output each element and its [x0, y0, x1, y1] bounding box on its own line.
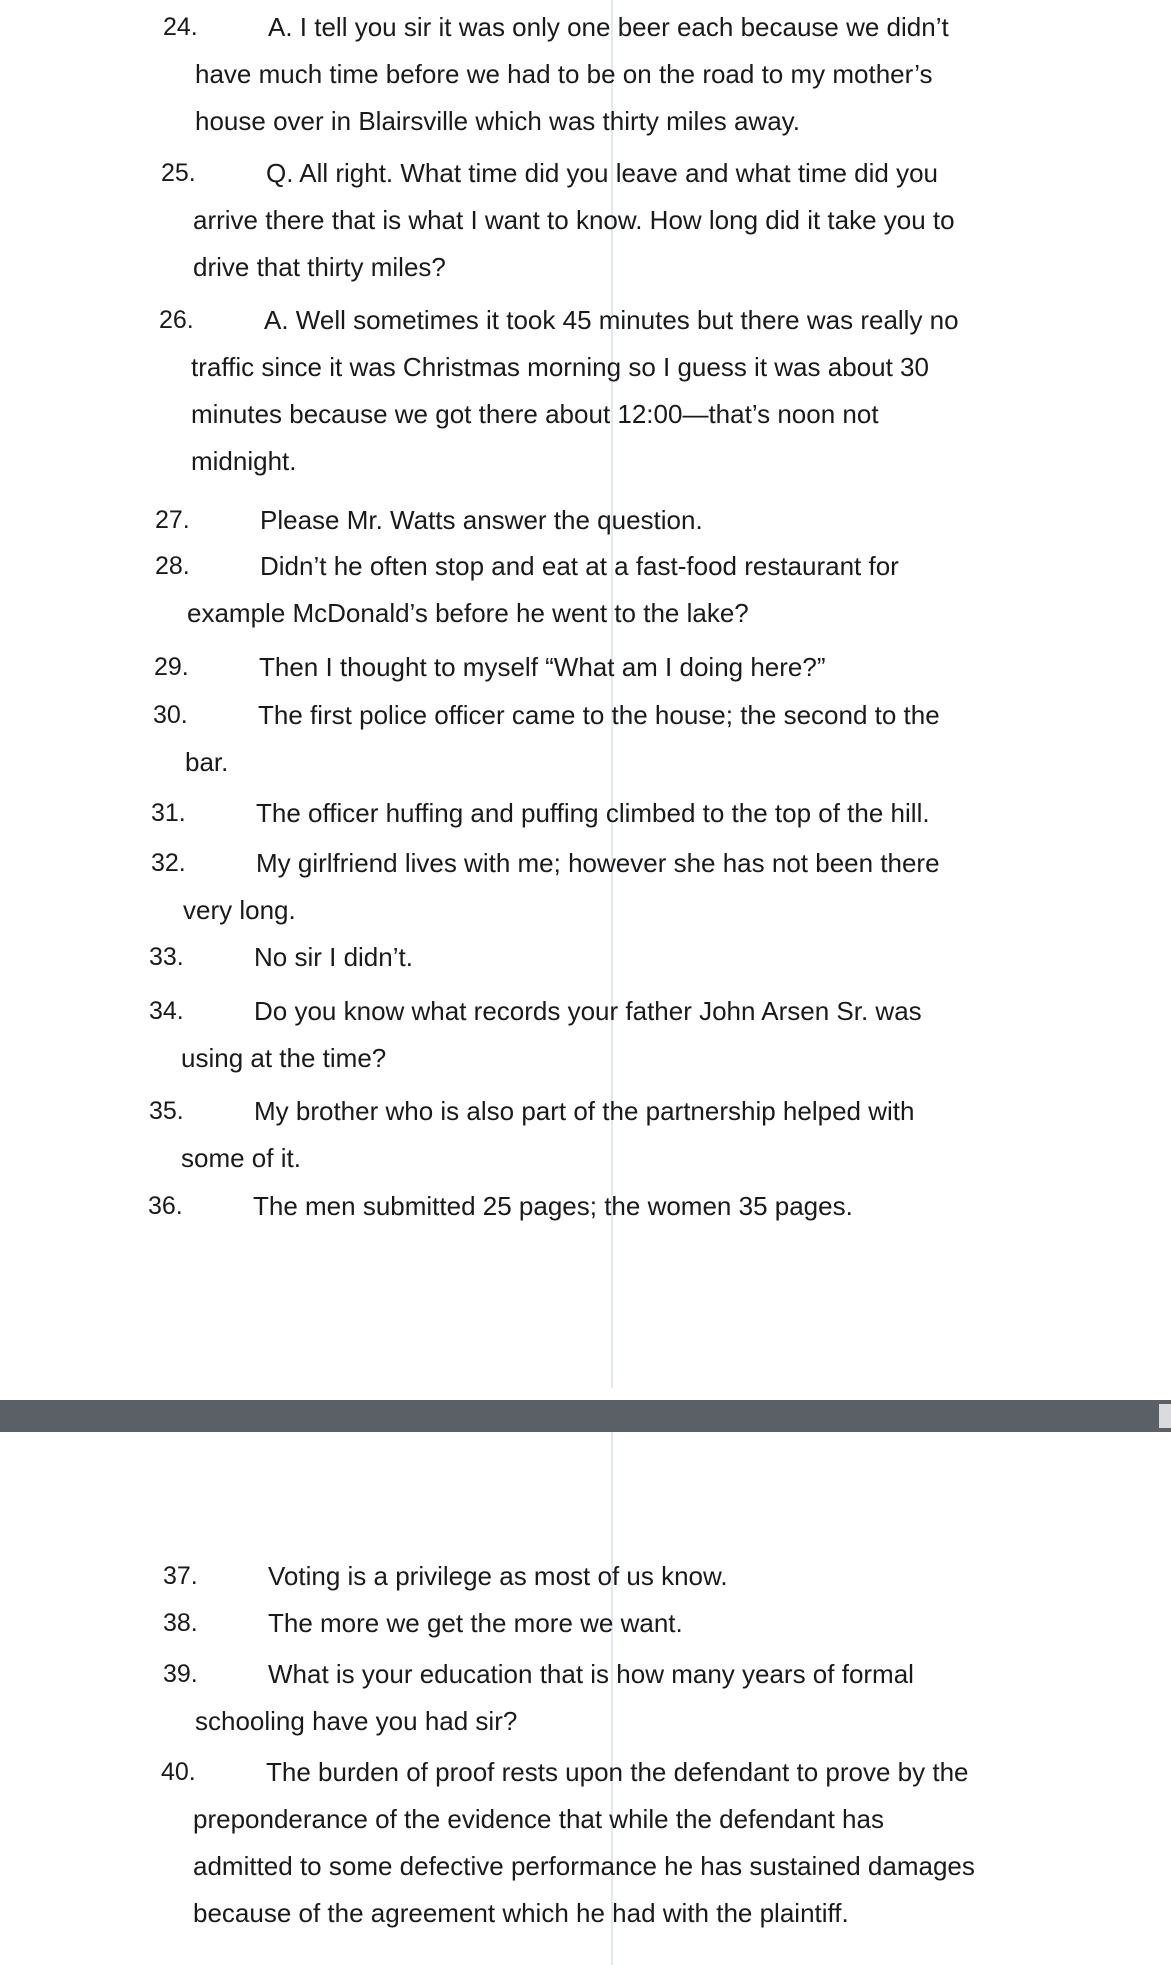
transcript-item-28: [155, 543, 1015, 637]
item-line: Do you know what records your father John Arsen Sr. was: [254, 996, 922, 1026]
scrollbar-notch: [1159, 1404, 1171, 1428]
transcript-item-36: [148, 1183, 1008, 1230]
item-line: A. Well sometimes it took 45 minutes but there was really no: [264, 305, 959, 335]
item-line: have much time before we had to be on the road to my mother’s: [195, 59, 933, 89]
item-line: traffic since it was Christmas morning so I guess it was about 30: [191, 352, 929, 382]
item-line: admitted to some defective performance he has sustained damages: [193, 1851, 975, 1881]
item-line: some of it.: [181, 1143, 301, 1173]
item-line: example McDonald’s before he went to the lake?: [187, 598, 749, 628]
item-number: 39.: [163, 1660, 198, 1688]
transcript-item-31: [151, 790, 1011, 837]
item-line: preponderance of the evidence that while the defendant has: [193, 1804, 884, 1834]
item-number: 31.: [151, 799, 186, 827]
item-line: Please Mr. Watts answer the question.: [260, 505, 703, 535]
item-line: The burden of proof rests upon the defendant to prove by the: [266, 1757, 969, 1787]
item-number: 36.: [148, 1192, 183, 1220]
item-line: The more we get the more we want.: [268, 1608, 683, 1638]
item-line: The officer huffing and puffing climbed to the top of the hill.: [256, 798, 930, 828]
transcript-item-34: [149, 988, 1009, 1082]
transcript-item-33: [149, 934, 1009, 981]
transcript-item-25: [161, 150, 1021, 291]
item-number: 33.: [149, 943, 184, 971]
item-line: very long.: [183, 895, 296, 925]
transcript-item-32: [151, 840, 1011, 934]
item-number: 38.: [163, 1609, 198, 1637]
transcript-item-26: [159, 297, 1019, 485]
item-line: Then I thought to myself “What am I doing here?”: [259, 652, 826, 682]
transcript-item-24: [163, 4, 1023, 145]
item-number: 27.: [155, 506, 190, 534]
item-number: 24.: [163, 13, 198, 41]
item-line: Q. All right. What time did you leave and what time did you: [266, 158, 939, 188]
item-line: The first police officer came to the house; the second to the: [258, 700, 940, 730]
item-line: midnight.: [191, 446, 297, 476]
item-line: drive that thirty miles?: [193, 252, 446, 282]
item-number: 25.: [161, 159, 196, 187]
item-line: schooling have you had sir?: [195, 1706, 518, 1736]
item-line: No sir I didn’t.: [254, 942, 413, 972]
item-line: My brother who is also part of the partnership helped with: [254, 1096, 915, 1126]
transcript-item-27: [155, 497, 1015, 544]
page-separator: [0, 1400, 1171, 1432]
transcript-item-29: [154, 644, 1014, 691]
item-line: A. I tell you sir it was only one beer each because we didn’t: [268, 12, 949, 42]
item-number: 28.: [155, 552, 190, 580]
item-line: house over in Blairsville which was thirty miles away.: [195, 106, 800, 136]
item-number: 37.: [163, 1562, 198, 1590]
item-number: 32.: [151, 849, 186, 877]
item-line: Didn’t he often stop and eat at a fast-food restaurant for: [260, 551, 899, 581]
transcript-item-35: [149, 1088, 1009, 1182]
transcript-item-30: [153, 692, 1013, 786]
transcript-item-39: [163, 1651, 1023, 1745]
transcript-page-bottom: [0, 1432, 1171, 1965]
item-number: 40.: [161, 1758, 196, 1786]
item-number: 29.: [154, 653, 189, 681]
item-number: 30.: [153, 701, 188, 729]
item-number: 35.: [149, 1097, 184, 1125]
item-line: minutes because we got there about 12:00—that’s noon not: [191, 399, 879, 429]
item-line: What is your education that is how many years of formal: [268, 1659, 914, 1689]
transcript-item-40: [161, 1749, 1021, 1937]
item-line: arrive there that is what I want to know. How long did it take you to: [193, 205, 955, 235]
transcript-item-38: [163, 1600, 1023, 1647]
item-line: bar.: [185, 747, 229, 777]
item-line: My girlfriend lives with me; however she has not been there: [256, 848, 940, 878]
item-number: 26.: [159, 306, 194, 334]
item-number: 34.: [149, 997, 184, 1025]
transcript-item-37: [163, 1553, 1023, 1600]
item-line: Voting is a privilege as most of us know.: [268, 1561, 728, 1591]
item-line: because of the agreement which he had with the plaintiff.: [193, 1898, 849, 1928]
item-line: using at the time?: [181, 1043, 387, 1073]
item-line: The men submitted 25 pages; the women 35 pages.: [253, 1191, 853, 1221]
